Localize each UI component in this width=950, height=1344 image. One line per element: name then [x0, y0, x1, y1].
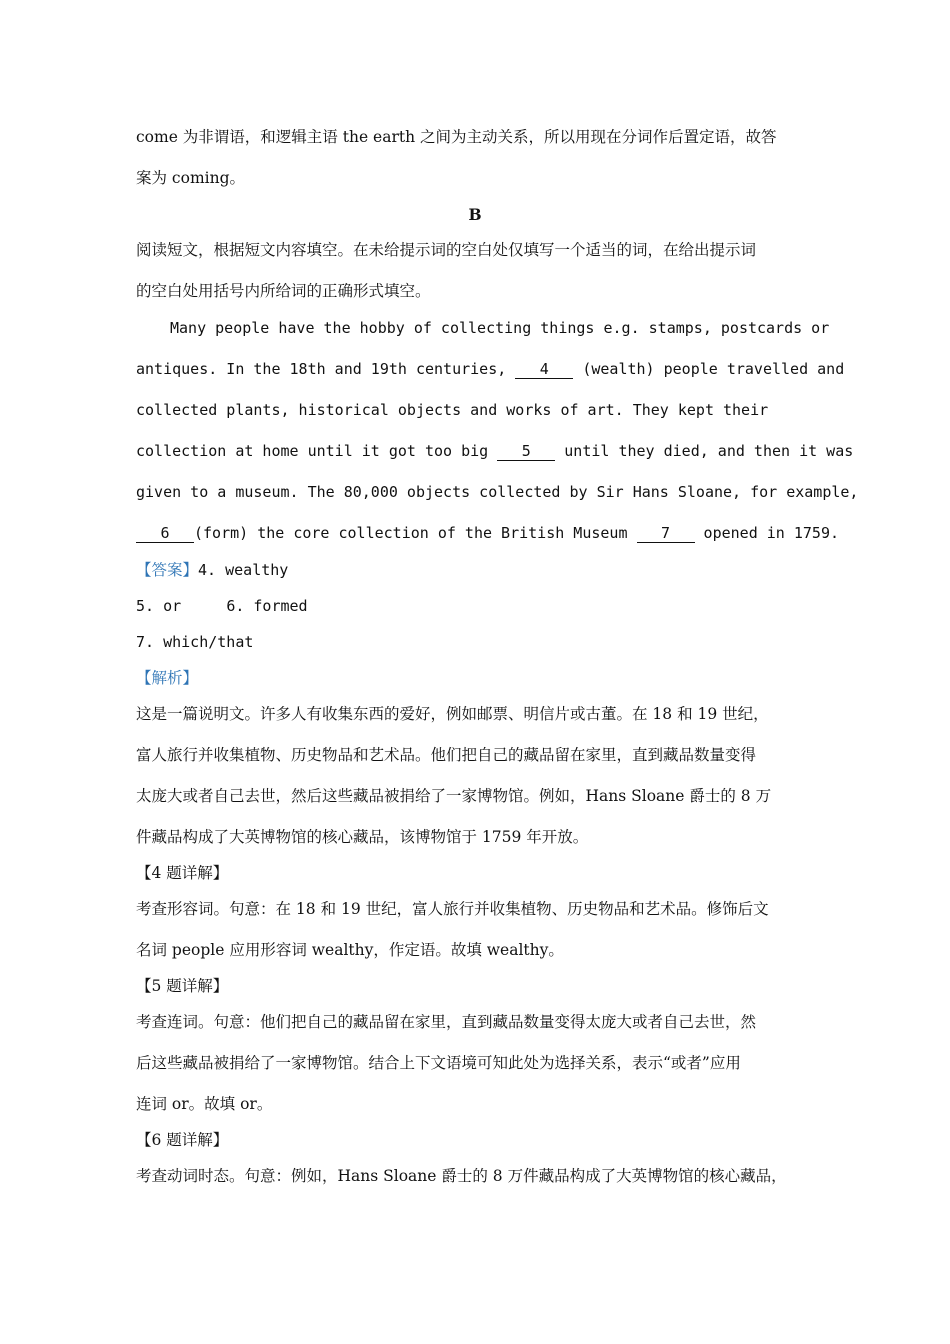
passage-line-5: given to a museum. The 80,000 objects collected by Sir Hans Sloane, for example, [136, 483, 859, 501]
q6-title: 【6 题详解】 [136, 1131, 229, 1149]
q4-line-2: 名词 people 应用形容词 wealthy，作定语。故填 wealthy。 [136, 941, 564, 959]
q5-title: 【5 题详解】 [136, 977, 229, 995]
answer-line-2 [136, 595, 308, 617]
analysis-line-3: 太庞大或者自己去世，然后这些藏品被捐给了一家博物馆。例如，Hans Sloane 爵士的 8 万 [136, 787, 772, 805]
answer-7: 7. which/that [136, 633, 254, 651]
answer-line [136, 559, 288, 581]
blank-7: 7 [637, 524, 695, 543]
answer-label: 【答案】 [136, 561, 199, 579]
q5-line-2: 后这些藏品被捐给了一家博物馆。结合上下文语境可知此处为选择关系，表示“或者”应用 [136, 1054, 741, 1072]
passage-text: opened in 1759. [703, 524, 840, 542]
q5-line-1: 考查连词。句意：他们把自己的藏品留在家里，直到藏品数量变得太庞大或者自己去世，然 [136, 1013, 757, 1031]
intro-line-1: come 为非谓语，和逻辑主语 the earth 之间为主动关系，所以用现在分词作后置定语，故答 [136, 128, 777, 146]
analysis-label: 【解析】 [136, 669, 199, 687]
passage-line-1: Many people have the hobby of collecting things e.g. stamps, postcards or [170, 319, 830, 337]
passage-line-3: collected plants, historical objects and works of art. They kept their [136, 401, 769, 419]
passage-line-2 [136, 358, 844, 380]
answer-6: 6. formed [226, 597, 308, 615]
analysis-line-2: 富人旅行并收集植物、历史物品和艺术品。他们把自己的藏品留在家里，直到藏品数量变得 [136, 746, 757, 764]
q4-title: 【4 题详解】 [136, 864, 229, 882]
q6-line-1: 考查动词时态。句意：例如，Hans Sloane 爵士的 8 万件藏品构成了大英博物馆的核心藏品， [136, 1167, 787, 1185]
passage-text: (wealth) people travelled and [582, 360, 845, 378]
blank-4: 4 [515, 360, 573, 379]
intro-line-2: 案为 coming。 [136, 169, 245, 187]
passage-text: (form) the core collection of the British Museum [194, 524, 628, 542]
instruction-line-2: 的空白处用括号内所给词的正确形式填空。 [136, 282, 431, 300]
q4-line-1: 考查形容词。句意：在 18 和 19 世纪，富人旅行并收集植物、历史物品和艺术品。修饰后文 [136, 900, 769, 918]
blank-6: 6 [136, 524, 194, 543]
passage-line-4 [136, 440, 853, 462]
analysis-line-1: 这是一篇说明文。许多人有收集东西的爱好，例如邮票、明信片或古董。在 18 和 19 世纪， [136, 705, 769, 723]
passage-text: antiques. In the 18th and 19th centuries, [136, 360, 507, 378]
q5-line-3: 连词 or。故填 or。 [136, 1095, 273, 1113]
blank-5: 5 [497, 442, 555, 461]
answer-5: 5. or [136, 597, 182, 615]
instruction-line-1: 阅读短文，根据短文内容填空。在未给提示词的空白处仅填写一个适当的词，在给出提示词 [136, 241, 757, 259]
analysis-line-4: 件藏品构成了大英博物馆的核心藏品，该博物馆于 1759 年开放。 [136, 828, 589, 846]
section-title: B [468, 205, 482, 224]
passage-text: collection at home until it got too big [136, 442, 489, 460]
passage-line-6 [136, 522, 839, 544]
answer-4: 4. wealthy [198, 561, 289, 579]
passage-text: until they died, and then it was [564, 442, 854, 460]
